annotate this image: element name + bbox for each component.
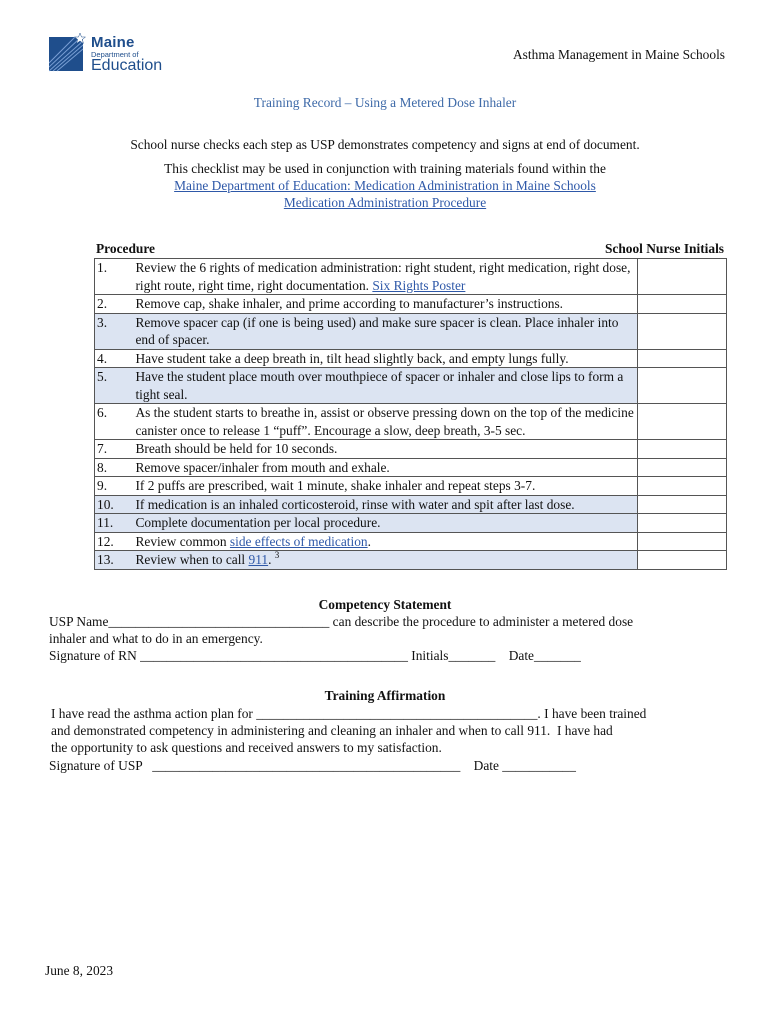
step-text-content: Review when to call bbox=[135, 552, 249, 567]
procedure-step-row bbox=[95, 440, 727, 459]
procedure-step-row bbox=[95, 495, 727, 514]
intro-line: School nurse checks each step as USP demonstrates competency and signs at end of document. bbox=[130, 137, 640, 152]
document-title: Training Record – Using a Metered Dose Inhaler bbox=[253, 95, 517, 110]
affirmation-line-4: Signature of USP ______________________________________________ Date ___________ bbox=[49, 758, 576, 773]
procedure-header bbox=[96, 240, 726, 258]
step-text bbox=[133, 440, 637, 459]
step-number: 12. bbox=[95, 532, 134, 551]
step-link[interactable]: 911 bbox=[248, 552, 269, 567]
logo-text-education: Education bbox=[91, 57, 163, 74]
step-text bbox=[133, 495, 637, 514]
step-text-content: As the student starts to breathe in, assist or observe pressing down on the top of the medicine canister once to release 1 “puff”. Encourage a slow, deep breath, 3-5 sec. bbox=[135, 405, 634, 438]
affirmation-title: Training Affirmation bbox=[324, 688, 446, 703]
procedure-step-row bbox=[95, 368, 727, 404]
nurse-initials-cell[interactable] bbox=[638, 532, 727, 551]
procedure-step-row bbox=[95, 551, 727, 570]
step-text bbox=[133, 458, 637, 477]
procedure-step-row bbox=[95, 458, 727, 477]
medication-administration-link[interactable]: Maine Department of Education: Medication Administration in Maine Schools bbox=[174, 178, 596, 193]
competency-line-1: USP Name_________________________________ can describe the procedure to administer a metered dose bbox=[49, 614, 634, 629]
step-number: 2. bbox=[95, 295, 134, 314]
step-text bbox=[133, 259, 637, 295]
step-number: 5. bbox=[95, 368, 134, 404]
procedure-step-row bbox=[95, 259, 727, 295]
step-link[interactable]: side effects of medication bbox=[229, 533, 368, 549]
procedure-step-row bbox=[95, 349, 727, 368]
intro-line-2: This checklist may be used in conjunction with training materials found within the bbox=[164, 161, 606, 176]
nurse-initials-cell[interactable] bbox=[638, 313, 727, 349]
step-text-content: Review common bbox=[135, 533, 230, 549]
step-text-content: If medication is an inhaled corticosteroid, rinse with water and spit after last dose. bbox=[135, 496, 575, 512]
step-number: 1. bbox=[95, 259, 134, 295]
step-number: 7. bbox=[95, 440, 134, 459]
procedure-step-row bbox=[95, 295, 727, 314]
step-footnote: 3 bbox=[274, 550, 280, 560]
step-text bbox=[133, 349, 637, 368]
step-number: 13. bbox=[95, 551, 134, 570]
step-text-content: Complete documentation per local procedure. bbox=[135, 515, 381, 530]
step-text-content: Review the 6 rights of medication administration: right student, right medication, right dose, right route, right time, right documentation. bbox=[135, 260, 631, 293]
affirmation-line-3: the opportunity to ask questions and received answers to my satisfaction. bbox=[51, 740, 442, 755]
step-text-content: If 2 puffs are prescribed, wait 1 minute, shake inhaler and repeat steps 3-7. bbox=[135, 478, 536, 493]
nurse-initials-cell[interactable] bbox=[638, 295, 727, 314]
step-text-suffix: . bbox=[367, 533, 371, 549]
step-text bbox=[133, 532, 637, 551]
step-number: 3. bbox=[95, 313, 134, 349]
step-text-content: Remove spacer cap (if one is being used) and make sure spacer is clean. Place inhaler into end of spacer. bbox=[135, 314, 619, 347]
procedure-table bbox=[94, 258, 727, 570]
procedure-step-row bbox=[95, 532, 727, 551]
header-title: Asthma Management in Maine Schools bbox=[513, 47, 725, 62]
step-text-suffix: . bbox=[268, 552, 275, 567]
nurse-initials-cell[interactable] bbox=[638, 259, 727, 295]
step-text-content: Have the student place mouth over mouthpiece of spacer or inhaler and close lips to form a tight seal. bbox=[135, 369, 624, 402]
step-text-content: Breath should be held for 10 seconds. bbox=[135, 441, 338, 456]
medication-procedure-link[interactable]: Medication Administration Procedure bbox=[283, 195, 487, 210]
nurse-initials-cell[interactable] bbox=[638, 477, 727, 496]
nurse-initials-cell[interactable] bbox=[638, 404, 727, 440]
step-text bbox=[133, 404, 637, 440]
step-text-content: Have student take a deep breath in, tilt head slightly back, and empty lungs fully. bbox=[135, 350, 569, 366]
nurse-initials-cell[interactable] bbox=[638, 514, 727, 533]
step-text bbox=[133, 514, 637, 533]
logo-text-maine: Maine bbox=[91, 34, 135, 51]
step-text bbox=[133, 295, 637, 314]
competency-line-3: Signature of RN ________________________________________ Initials_______ Date_______ bbox=[49, 648, 581, 663]
competency-line-2: inhaler and what to do in an emergency. bbox=[49, 631, 263, 646]
intro-link-container-2 bbox=[0, 194, 770, 212]
step-number: 4. bbox=[95, 349, 134, 368]
nurse-initials-cell[interactable] bbox=[638, 495, 727, 514]
affirmation-line-2: and demonstrated competency in administering and cleaning an inhaler and when to call 911. I have had bbox=[51, 723, 613, 738]
affirmation-line-1: I have read the asthma action plan for __________________________________________. I have been trained bbox=[51, 706, 647, 721]
step-text bbox=[133, 368, 637, 404]
nurse-initials-cell[interactable] bbox=[638, 551, 727, 570]
competency-title: Competency Statement bbox=[318, 597, 452, 612]
procedure-step-row bbox=[95, 477, 727, 496]
step-text bbox=[133, 551, 637, 570]
maine-doe-logo bbox=[49, 33, 169, 75]
step-text-content: Remove cap, shake inhaler, and prime according to manufacturer’s instructions. bbox=[135, 296, 564, 311]
initials-heading: School Nurse Initials bbox=[604, 241, 724, 256]
step-number: 6. bbox=[95, 404, 134, 440]
nurse-initials-cell[interactable] bbox=[638, 349, 727, 368]
procedure-step-row bbox=[95, 514, 727, 533]
footer-date: June 8, 2023 bbox=[45, 963, 114, 978]
step-text-content: Remove spacer/inhaler from mouth and exhale. bbox=[135, 459, 390, 475]
step-text bbox=[133, 313, 637, 349]
step-link[interactable]: Six Rights Poster bbox=[372, 277, 466, 293]
step-number: 8. bbox=[95, 458, 134, 477]
nurse-initials-cell[interactable] bbox=[638, 458, 727, 477]
intro-link-container bbox=[0, 177, 770, 195]
procedure-heading: Procedure bbox=[96, 241, 156, 256]
logo-text-department: Department of bbox=[91, 50, 139, 59]
logo-graphic-icon bbox=[49, 33, 87, 73]
step-text bbox=[133, 477, 637, 496]
step-number: 9. bbox=[95, 477, 134, 496]
step-number: 11. bbox=[95, 514, 134, 533]
step-number: 10. bbox=[95, 495, 134, 514]
procedure-step-row bbox=[95, 313, 727, 349]
nurse-initials-cell[interactable] bbox=[638, 368, 727, 404]
nurse-initials-cell[interactable] bbox=[638, 440, 727, 459]
procedure-step-row bbox=[95, 404, 727, 440]
